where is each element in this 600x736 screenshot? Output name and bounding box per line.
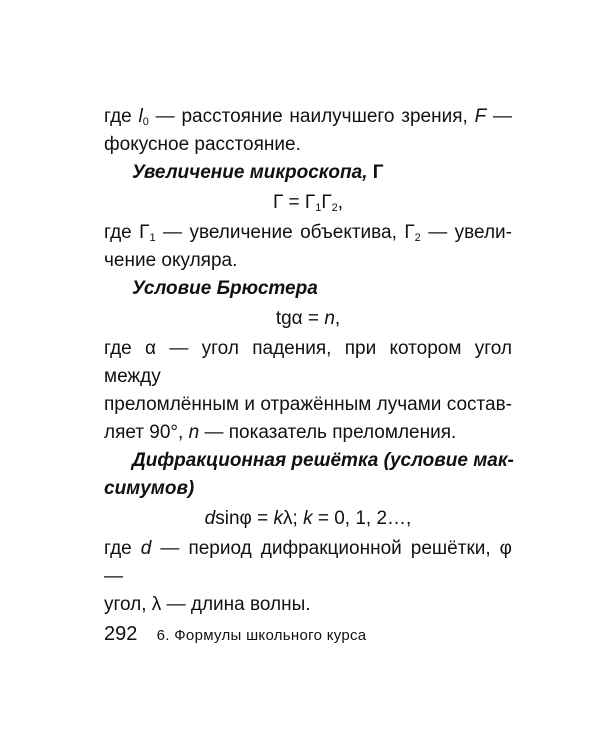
heading-brewster: Условие Брюстера (132, 278, 318, 299)
page-body (104, 103, 512, 619)
microscope-desc-line2: чение окуляра. (104, 250, 238, 271)
brewster-desc-line3: ляет 90°, n — показатель преломления. (104, 422, 457, 443)
running-section-title: 6. Формулы школьного курса (156, 627, 367, 644)
formula-brewster: tgα = n, (275, 308, 341, 329)
symbol-l: l (138, 106, 143, 127)
formula-grating: dsinφ = kλ; k = 0, 1, 2…, (204, 508, 412, 529)
brewster-desc-line1: где α — угол падения, при котором угол между (104, 338, 512, 387)
brewster-desc-line2: преломлённым и отражённым лучами состав- (104, 394, 512, 415)
heading-grating-line1: Дифракционная решётка (условие мак- (132, 450, 514, 471)
heading-grating-line2: симумов) (104, 478, 195, 499)
paragraph-focal-line2: фокусное расстояние. (104, 134, 301, 155)
paragraph-focal-line1: где $l_0$ — расстояние наилучшего зрения, F — (104, 106, 512, 128)
grating-desc-line1: где d — период дифракционной решётки, φ — (104, 538, 513, 587)
symbol-f: F (474, 106, 487, 127)
page-number: 292 (104, 623, 138, 645)
grating-desc-line2: угол, λ — длина волны. (104, 594, 311, 615)
microscope-desc-line1: где $Г_1$ — увеличение объектива, $Г_2$ — увели- (104, 222, 512, 244)
formula-microscope: $Г = Г_1Г_2$, (272, 192, 344, 214)
heading-microscope: Увеличение микроскопа, Г (132, 162, 384, 183)
page-footer (104, 623, 366, 646)
